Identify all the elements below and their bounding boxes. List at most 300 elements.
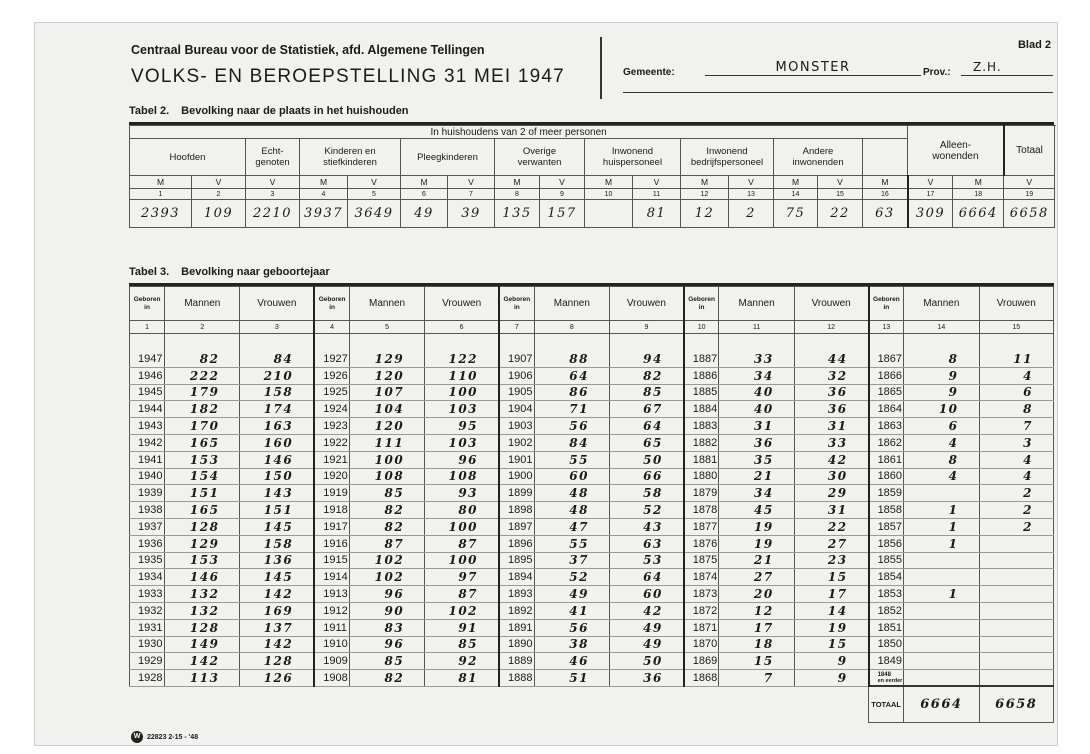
birth-year	[314, 384, 349, 401]
group-header: In huishoudens van 2 of meer personen	[130, 126, 908, 139]
sex-header: M	[863, 176, 908, 189]
birth-year	[869, 535, 904, 552]
category-header: Hoofden	[130, 139, 246, 176]
mannen-count: 1	[904, 518, 979, 535]
vrouwen-count: 80	[425, 502, 499, 519]
sex-header: M	[495, 176, 540, 189]
vrouwen-count: 160	[240, 434, 314, 451]
birth-year	[499, 602, 534, 619]
birth-year-value: 1871	[692, 621, 718, 634]
birth-year-value: 1851	[877, 621, 903, 634]
birth-year	[499, 451, 534, 468]
count-cell: 12	[681, 200, 729, 228]
birth-year	[684, 535, 719, 552]
mannen-count: 82	[349, 518, 424, 535]
table-row	[130, 619, 1054, 636]
mannen-count: 4	[904, 468, 979, 485]
mannen-count: 21	[719, 468, 794, 485]
column-number: 1	[130, 189, 192, 200]
column-number: 4	[314, 321, 349, 334]
vrouwen-header: Vrouwen	[794, 287, 868, 321]
vrouwen-count: 145	[240, 518, 314, 535]
mannen-count: 96	[349, 636, 424, 653]
birth-year	[130, 351, 165, 368]
total-mannen: 6664	[904, 686, 979, 722]
mannen-count: 49	[534, 586, 609, 603]
column-number: 8	[534, 321, 609, 334]
birth-year-value: 1868	[692, 672, 718, 685]
birth-year	[684, 569, 719, 586]
birth-year	[684, 418, 719, 435]
column-number: 2	[192, 189, 246, 200]
birth-year-value: 1886	[692, 369, 718, 382]
birth-year-value: 1869	[692, 655, 718, 668]
birth-year-table	[129, 286, 1054, 723]
column-number: 12	[681, 189, 729, 200]
vrouwen-count: 3	[979, 434, 1053, 451]
count-cell: 3937	[300, 200, 348, 228]
birth-year-value: 1891	[508, 621, 533, 634]
birth-year	[314, 468, 349, 485]
birth-year	[499, 401, 534, 418]
birth-year-value: 1881	[692, 453, 718, 466]
birth-year-value: 1854	[877, 571, 903, 584]
birth-year-value: 1888	[508, 672, 533, 685]
mannen-count: 96	[349, 586, 424, 603]
vrouwen-count: 169	[240, 602, 314, 619]
birth-year-value: 1887	[692, 352, 718, 365]
column-number: 19	[1004, 189, 1055, 200]
column-number: 5	[348, 189, 401, 200]
table2-title: Bevolking naar de plaats in het huishouden	[181, 105, 409, 117]
category-header: Totaal	[1004, 126, 1055, 176]
count-cell: 157	[540, 200, 585, 228]
vrouwen-count: 44	[794, 351, 868, 368]
birth-year	[684, 401, 719, 418]
vrouwen-count: 63	[609, 535, 683, 552]
birth-year	[130, 535, 165, 552]
vrouwen-count: 84	[240, 351, 314, 368]
mannen-count: 113	[165, 670, 240, 687]
column-number: 8	[495, 189, 540, 200]
birth-year	[869, 619, 904, 636]
total-label: TOTAAL	[869, 686, 904, 722]
birth-year-value: 1933	[138, 588, 163, 601]
mannen-count: 55	[534, 451, 609, 468]
birth-year	[684, 502, 719, 519]
mannen-count: 1	[904, 586, 979, 603]
birth-year-value: 1946	[138, 369, 163, 382]
birth-year-value: 1884	[692, 403, 718, 416]
birth-year	[869, 401, 904, 418]
census-form-sheet	[34, 22, 1058, 746]
sex-header: V	[348, 176, 401, 189]
birth-year-value: 1876	[692, 537, 718, 550]
birth-year-value: 1934	[138, 571, 163, 584]
mannen-count: 132	[165, 602, 240, 619]
birth-year	[130, 384, 165, 401]
mannen-count: 100	[349, 451, 424, 468]
birth-year-value: 1903	[508, 420, 533, 433]
table3-number: Tabel 3.	[129, 266, 170, 278]
geboren-header: Geboren in	[869, 287, 904, 321]
birth-year-value: 1895	[508, 554, 533, 567]
mannen-count: 34	[719, 367, 794, 384]
birth-year	[869, 636, 904, 653]
birth-year-value: 1907	[508, 352, 533, 365]
mannen-count: 86	[534, 384, 609, 401]
birth-year	[869, 602, 904, 619]
table2-number: Tabel 2.	[129, 105, 170, 117]
vrouwen-count: 15	[794, 569, 868, 586]
count-cell: 63	[863, 200, 908, 228]
category-header: Echt- genoten	[246, 139, 300, 176]
vrouwen-count: 9	[794, 670, 868, 687]
mannen-count	[904, 619, 979, 636]
vrouwen-count: 36	[609, 670, 683, 687]
birth-year	[869, 670, 904, 687]
birth-year	[314, 485, 349, 502]
table2-data-row	[130, 200, 1055, 228]
vrouwen-count: 8	[979, 401, 1053, 418]
vrouwen-count: 23	[794, 552, 868, 569]
birth-year-value: 1947	[138, 352, 163, 365]
mannen-count: 8	[904, 351, 979, 368]
mannen-count: 85	[349, 653, 424, 670]
mannen-count	[904, 670, 979, 687]
category-header: Alleen- wonenden	[908, 126, 1004, 176]
mannen-count: 38	[534, 636, 609, 653]
vrouwen-count: 49	[609, 636, 683, 653]
table-row	[130, 670, 1054, 687]
birth-year	[684, 619, 719, 636]
table-row	[130, 502, 1054, 519]
mannen-count: 153	[165, 451, 240, 468]
birth-year	[130, 653, 165, 670]
vrouwen-count: 143	[240, 485, 314, 502]
mannen-count: 19	[719, 518, 794, 535]
birth-year	[499, 552, 534, 569]
birth-year	[499, 518, 534, 535]
vrouwen-count: 210	[240, 367, 314, 384]
birth-year	[869, 502, 904, 519]
mannen-count: 88	[534, 351, 609, 368]
birth-year-value: 1936	[138, 537, 163, 550]
column-number: 6	[425, 321, 499, 334]
table3-caption	[129, 266, 330, 278]
column-number: 11	[719, 321, 794, 334]
form-footer	[131, 731, 198, 743]
mannen-header: Mannen	[534, 287, 609, 321]
birth-year	[684, 653, 719, 670]
birth-year-value: 1894	[508, 571, 533, 584]
sex-header: M	[130, 176, 192, 189]
vrouwen-count: 43	[609, 518, 683, 535]
column-number: 14	[904, 321, 979, 334]
vrouwen-count: 142	[240, 586, 314, 603]
birth-year	[869, 418, 904, 435]
mannen-count: 82	[349, 502, 424, 519]
mannen-count: 37	[534, 552, 609, 569]
vrouwen-count: 33	[794, 434, 868, 451]
birth-year-value: 1905	[508, 386, 533, 399]
vrouwen-count: 15	[794, 636, 868, 653]
birth-year-value: 1893	[508, 588, 533, 601]
birth-year	[130, 619, 165, 636]
vrouwen-count: 31	[794, 502, 868, 519]
birth-year-value: 1943	[138, 420, 163, 433]
birth-year	[499, 351, 534, 368]
vrouwen-count: 67	[609, 401, 683, 418]
birth-year-value: 1859	[877, 487, 903, 500]
mannen-count: 48	[534, 502, 609, 519]
mannen-count	[904, 569, 979, 586]
vrouwen-header: Vrouwen	[979, 287, 1053, 321]
column-number: 3	[246, 189, 300, 200]
category-header: Kinderen en stiefkinderen	[300, 139, 401, 176]
mannen-count: 128	[165, 619, 240, 636]
vrouwen-count: 122	[425, 351, 499, 368]
vrouwen-count: 93	[425, 485, 499, 502]
birth-year	[314, 502, 349, 519]
birth-year	[869, 367, 904, 384]
birth-year-value: 1928	[138, 672, 163, 685]
birth-year	[869, 586, 904, 603]
table-row	[130, 653, 1054, 670]
vrouwen-count	[979, 619, 1053, 636]
count-cell: 135	[495, 200, 540, 228]
vrouwen-count: 36	[794, 401, 868, 418]
mannen-count	[904, 602, 979, 619]
mannen-count: 55	[534, 535, 609, 552]
birth-year	[684, 670, 719, 687]
birth-year-value: 1937	[138, 520, 163, 533]
sheet-number: Blad 2	[1017, 39, 1051, 51]
birth-year	[499, 418, 534, 435]
province-field: Z.H.	[961, 60, 1053, 76]
birth-year-value: 1856	[877, 537, 903, 550]
sex-header: V	[448, 176, 495, 189]
column-number: 15	[818, 189, 863, 200]
table-row	[130, 468, 1054, 485]
vrouwen-count: 49	[609, 619, 683, 636]
sex-header: V	[729, 176, 774, 189]
mannen-header: Mannen	[165, 287, 240, 321]
mannen-count: 1	[904, 502, 979, 519]
birth-year	[130, 434, 165, 451]
table-row	[130, 418, 1054, 435]
birth-year-value: 1931	[138, 621, 163, 634]
mannen-count: 154	[165, 468, 240, 485]
mannen-count: 102	[349, 569, 424, 586]
birth-year	[684, 602, 719, 619]
birth-year	[314, 418, 349, 435]
birth-year	[314, 367, 349, 384]
birth-year-value: 1863	[877, 420, 903, 433]
birth-year	[499, 367, 534, 384]
mannen-count: 142	[165, 653, 240, 670]
birth-year	[130, 418, 165, 435]
birth-year	[314, 535, 349, 552]
birth-year-value: 1897	[508, 520, 533, 533]
vrouwen-count: 30	[794, 468, 868, 485]
birth-year-value: 1929	[138, 655, 163, 668]
mannen-count: 111	[349, 434, 424, 451]
birth-year-value: 1875	[692, 554, 718, 567]
column-number: 9	[609, 321, 683, 334]
sex-header: M	[401, 176, 448, 189]
mannen-count: 108	[349, 468, 424, 485]
mannen-count: 56	[534, 619, 609, 636]
birth-year-value: 1919	[323, 487, 348, 500]
birth-year	[684, 434, 719, 451]
vrouwen-count: 145	[240, 569, 314, 586]
mannen-count	[904, 552, 979, 569]
vrouwen-count: 53	[609, 552, 683, 569]
birth-year-value: 1864	[877, 403, 903, 416]
table3-spacer-row	[130, 334, 1054, 351]
mannen-count: 132	[165, 586, 240, 603]
gemeente-label: Gemeente:	[623, 67, 675, 78]
mannen-count	[904, 636, 979, 653]
mannen-count: 170	[165, 418, 240, 435]
vrouwen-count	[979, 670, 1053, 687]
vrouwen-count	[979, 569, 1053, 586]
count-cell: 22	[818, 200, 863, 228]
mannen-count	[904, 653, 979, 670]
table-row	[130, 401, 1054, 418]
geboren-header: Geboren in	[130, 287, 165, 321]
column-number: 2	[165, 321, 240, 334]
blank-line	[623, 92, 1053, 93]
vrouwen-count: 4	[979, 468, 1053, 485]
birth-year	[869, 485, 904, 502]
mannen-count: 12	[719, 602, 794, 619]
mannen-count: 40	[719, 384, 794, 401]
birth-year	[684, 451, 719, 468]
birth-year	[684, 367, 719, 384]
birth-year	[869, 569, 904, 586]
table2-group-header-row	[130, 126, 1055, 139]
count-cell: 49	[401, 200, 448, 228]
vrouwen-count	[979, 653, 1053, 670]
vrouwen-count: 128	[240, 653, 314, 670]
vrouwen-count: 94	[609, 351, 683, 368]
birth-year	[499, 535, 534, 552]
sex-header: M	[953, 176, 1004, 189]
vrouwen-count: 81	[425, 670, 499, 687]
birth-year-value: 1879	[692, 487, 718, 500]
vrouwen-count: 7	[979, 418, 1053, 435]
birth-year-value: 1896	[508, 537, 533, 550]
mannen-count: 36	[719, 434, 794, 451]
column-number: 1	[130, 321, 165, 334]
birth-year	[130, 367, 165, 384]
mannen-count: 41	[534, 602, 609, 619]
birth-year	[869, 451, 904, 468]
sex-header: V	[192, 176, 246, 189]
geboren-header: Geboren in	[684, 287, 719, 321]
mannen-count: 35	[719, 451, 794, 468]
mannen-count: 128	[165, 518, 240, 535]
birth-year-value: 1858	[877, 504, 903, 517]
birth-year	[684, 384, 719, 401]
mannen-count: 82	[165, 351, 240, 368]
sex-header: V	[540, 176, 585, 189]
column-number: 11	[633, 189, 681, 200]
vrouwen-count: 22	[794, 518, 868, 535]
birth-year	[314, 670, 349, 687]
birth-year	[314, 351, 349, 368]
mannen-count: 165	[165, 502, 240, 519]
mannen-count: 45	[719, 502, 794, 519]
birth-year	[130, 602, 165, 619]
birth-year-value: 1861	[877, 453, 903, 466]
vrouwen-count: 92	[425, 653, 499, 670]
birth-year-value: 1852	[877, 604, 903, 617]
mannen-count: 182	[165, 401, 240, 418]
birth-year	[130, 485, 165, 502]
mannen-count: 33	[719, 351, 794, 368]
vrouwen-count: 60	[609, 586, 683, 603]
table-row	[130, 569, 1054, 586]
birth-year-value: 1921	[323, 453, 348, 466]
column-number: 6	[401, 189, 448, 200]
birth-year-value: 1882	[692, 436, 718, 449]
mannen-count: 71	[534, 401, 609, 418]
mannen-count: 120	[349, 418, 424, 435]
mannen-count: 40	[719, 401, 794, 418]
mannen-count: 90	[349, 602, 424, 619]
vrouwen-count: 32	[794, 367, 868, 384]
birth-year-value: 1902	[508, 436, 533, 449]
sex-header: M	[681, 176, 729, 189]
birth-year-value: 1850	[877, 638, 903, 651]
vrouwen-count: 137	[240, 619, 314, 636]
birth-year-value: 1849	[877, 655, 903, 668]
birth-year	[499, 434, 534, 451]
birth-year	[869, 384, 904, 401]
count-cell: 81	[633, 200, 681, 228]
mannen-count: 129	[165, 535, 240, 552]
birth-year	[130, 518, 165, 535]
birth-year-value: 1865	[877, 386, 903, 399]
column-number: 7	[448, 189, 495, 200]
count-cell: 75	[774, 200, 818, 228]
count-cell: 2393	[130, 200, 192, 228]
birth-year	[684, 485, 719, 502]
mannen-count: 18	[719, 636, 794, 653]
birth-year-value: 1867	[877, 352, 903, 365]
table-row	[130, 485, 1054, 502]
count-cell: 6658	[1004, 200, 1055, 228]
birth-year-value: 1914	[323, 571, 348, 584]
vrouwen-count: 146	[240, 451, 314, 468]
birth-year-value: 1926	[323, 369, 348, 382]
birth-year-value: 1922	[323, 436, 348, 449]
sex-header: V	[908, 176, 953, 189]
form-title: VOLKS- EN BEROEPSTELLING 31 MEI 1947	[131, 66, 565, 87]
vrouwen-count: 64	[609, 569, 683, 586]
sex-header: M	[300, 176, 348, 189]
birth-year	[684, 586, 719, 603]
column-number: 4	[300, 189, 348, 200]
mannen-count: 6	[904, 418, 979, 435]
mannen-header: Mannen	[719, 287, 794, 321]
birth-year	[684, 552, 719, 569]
mannen-count: 8	[904, 451, 979, 468]
vrouwen-count: 96	[425, 451, 499, 468]
